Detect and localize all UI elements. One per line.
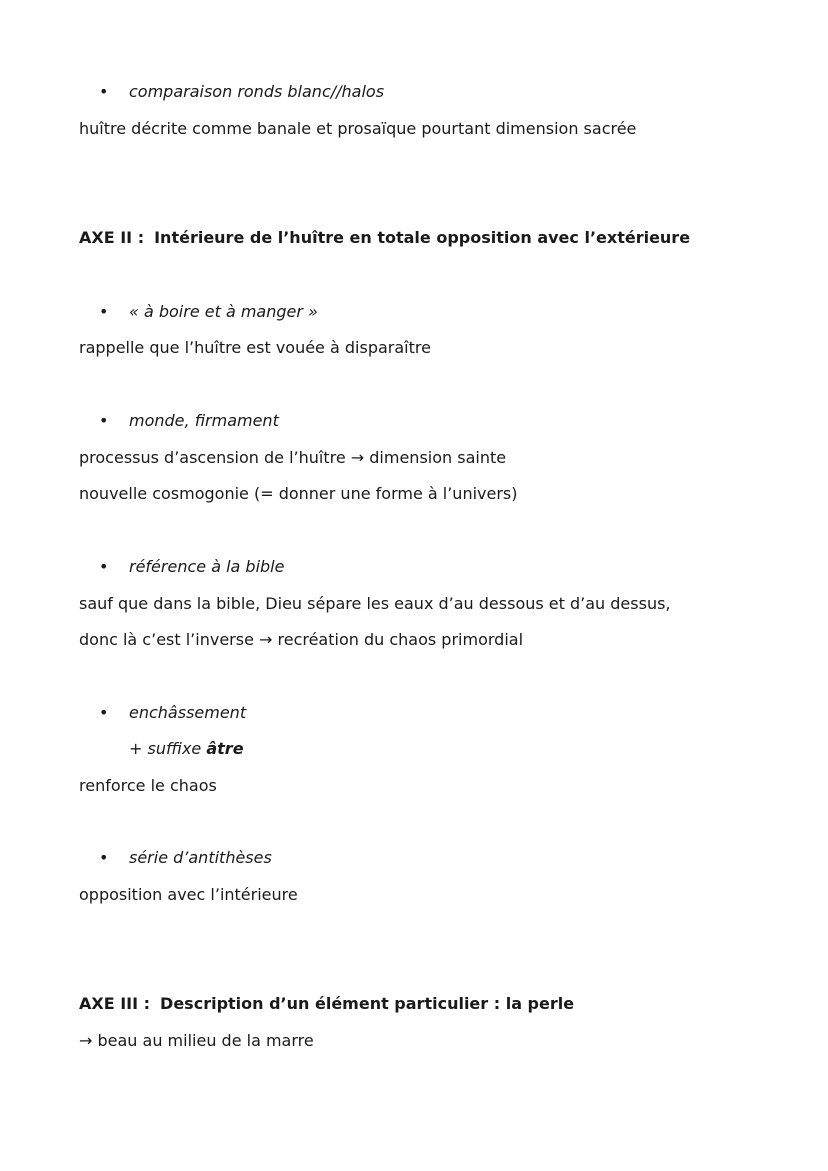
sub-note-suffixe bbox=[129, 739, 244, 759]
paragraph-line: opposition avec l’intérieure bbox=[79, 885, 298, 904]
paragraph-line: renforce le chaos bbox=[79, 776, 217, 795]
section-heading-axe-3 bbox=[79, 994, 574, 1014]
paragraph-line: huître décrite comme banale et prosaïque pourtant dimension sacrée bbox=[79, 119, 637, 138]
section-label: AXE III : bbox=[79, 994, 151, 1013]
bullet-item-bible bbox=[99, 557, 284, 577]
bullet-item-monde bbox=[99, 411, 279, 431]
bullet-text: référence à la bible bbox=[129, 557, 285, 576]
paragraph-line: donc là c’est l’inverse → recréation du chaos primordial bbox=[79, 630, 524, 649]
bullet-text: « à boire et à manger » bbox=[129, 302, 318, 321]
paragraph-line: nouvelle cosmogonie (= donner une forme à l’univers) bbox=[79, 484, 518, 503]
bullet-icon: • bbox=[99, 82, 109, 101]
bullet-item-boire bbox=[99, 302, 318, 322]
paragraph-line: → beau au milieu de la marre bbox=[79, 1031, 314, 1050]
bullet-item-comparaison bbox=[99, 82, 384, 102]
bullet-icon: • bbox=[99, 302, 109, 321]
bullet-item-antitheses bbox=[99, 848, 272, 868]
sub-note-text: + suffixe bbox=[129, 739, 207, 758]
bullet-text: série d’antithèses bbox=[129, 848, 272, 867]
section-title: Description d’un élément particulier : la perle bbox=[160, 994, 575, 1013]
bullet-icon: • bbox=[99, 557, 109, 576]
paragraph-line: rappelle que l’huître est vouée à disparaître bbox=[79, 338, 431, 357]
section-title: Intérieure de l’huître en totale opposition avec l’extérieure bbox=[154, 228, 691, 247]
section-label: AXE II : bbox=[79, 228, 145, 247]
paragraph-line: processus d’ascension de l’huître → dimension sainte bbox=[79, 448, 507, 467]
bullet-text: comparaison ronds blanc//halos bbox=[129, 82, 385, 101]
paragraph-line: sauf que dans la bible, Dieu sépare les eaux d’au dessous et d’au dessus, bbox=[79, 594, 671, 613]
section-heading-axe-2 bbox=[79, 228, 690, 248]
sub-note-emphasis: âtre bbox=[206, 739, 244, 758]
bullet-text: monde, firmament bbox=[129, 411, 279, 430]
bullet-text: enchâssement bbox=[129, 703, 247, 722]
bullet-icon: • bbox=[99, 848, 109, 867]
bullet-item-enchassement bbox=[99, 703, 246, 723]
bullet-icon: • bbox=[99, 411, 109, 430]
bullet-icon: • bbox=[99, 703, 109, 722]
